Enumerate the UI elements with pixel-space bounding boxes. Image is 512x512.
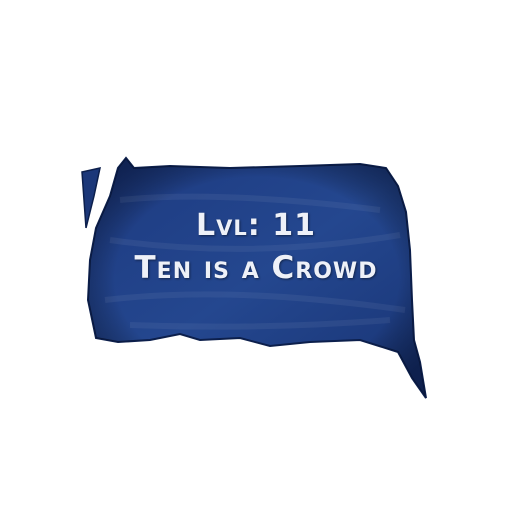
level-title: Ten is a Crowd — [134, 250, 378, 286]
level-number-label: Lvl: 11 — [196, 208, 316, 243]
